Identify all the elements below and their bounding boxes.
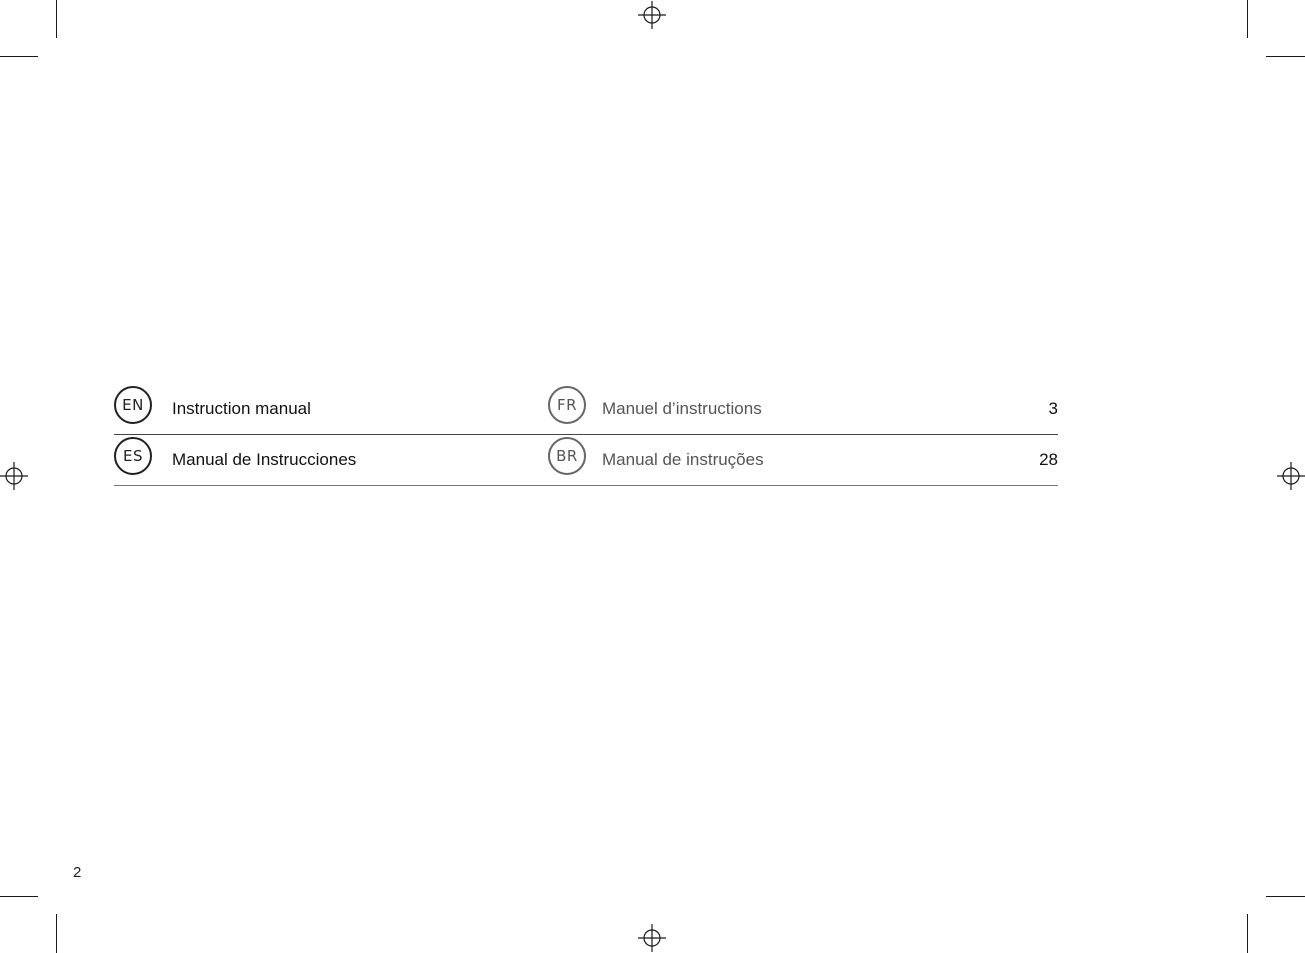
crop-mark	[56, 914, 57, 953]
language-code-en: EN	[122, 396, 144, 414]
toc-row-en-fr[interactable]	[114, 384, 1058, 435]
registration-mark-top	[638, 1, 666, 29]
registration-mark-left	[0, 462, 28, 490]
crop-mark	[1266, 56, 1305, 57]
crop-mark	[1247, 914, 1248, 953]
toc-label-fr[interactable]: Manuel d’instructions	[602, 399, 762, 418]
toc-row-es-br[interactable]	[114, 435, 1058, 486]
toc-label-en[interactable]: Instruction manual	[172, 399, 311, 418]
registration-mark-bottom	[638, 924, 666, 952]
crop-mark	[0, 896, 38, 897]
registration-mark-right	[1277, 462, 1305, 490]
toc-label-br[interactable]: Manual de instruções	[602, 450, 764, 469]
crop-mark	[0, 56, 38, 57]
toc-page-number: 3	[1048, 399, 1058, 418]
language-badge-en	[114, 386, 152, 424]
crop-mark	[56, 0, 57, 38]
language-badge-br	[548, 437, 586, 475]
language-code-br: BR	[556, 447, 578, 465]
language-code-fr: FR	[556, 396, 578, 414]
language-code-es: ES	[123, 447, 143, 465]
table-of-contents	[114, 384, 1058, 486]
language-badge-es	[114, 437, 152, 475]
crop-mark	[1247, 0, 1248, 38]
language-badge-fr	[548, 386, 586, 424]
toc-label-es[interactable]: Manual de Instrucciones	[172, 450, 357, 469]
crop-mark	[1266, 896, 1305, 897]
page-number: 2	[73, 864, 82, 881]
toc-page-number: 28	[1039, 450, 1058, 469]
